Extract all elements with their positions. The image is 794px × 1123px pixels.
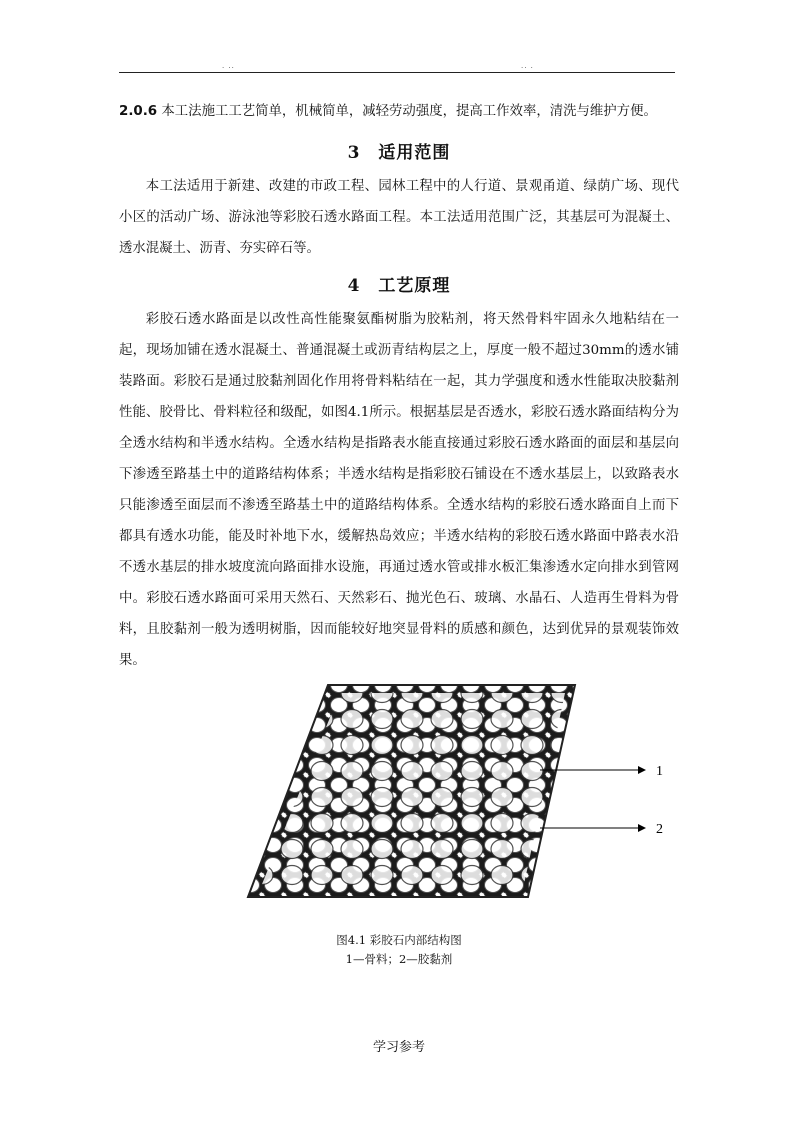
clause-text: 本工法施工工艺简单，机械简单，减轻劳动强度，提高工作效率，清洗与维护方便。 xyxy=(161,104,657,119)
footer-text: 学习参考 xyxy=(372,1040,425,1055)
section-3-paragraph: 本工法适用于新建、改建的市政工程、园林工程中的人行道、景观甬道、绿荫广场、现代小区的活动广场、游泳池等彩胶石透水路面工程。本工法适用范围广泛，其基层可为混凝土、透水混凝土、沥青、夯实碎石等。 xyxy=(119,179,679,256)
callout-1-arrow-icon xyxy=(638,766,646,774)
clause-2-0-6 xyxy=(119,96,679,127)
section-3-heading: 3 适用范围 xyxy=(347,143,451,163)
section-4-paragraph: 彩胶石透水路面是以改性高性能聚氨酯树脂为胶粘剂，将天然骨料牢固永久地粘结在一起，现场加铺在透水混凝土、普通混凝土或沥青结构层之上，厚度一般不超过30mm的透水铺装路面。彩胶石是通过胶黏剂固化作用将骨料粘结在一起，其力学强度和透水性能取决胶黏剂性能、胶骨比、骨料粒径和级配，如图4.1所示。根据基层是否透水，彩胶石透水路面结构分为全透水结构和半透水结构。全透水结构是指路表水能直接通过彩胶石透水路面的面层和基层向下渗透至路基土中的道路结构体系；半透水结构是指彩胶石铺设在不透水基层上，以致路表水只能渗透至面层而不渗透至路基土中的道路结构体系。全透水结构的彩胶石透水路面自上而下都具有透水功能，能及时补地下水，缓解热岛效应；半透水结构的彩胶石透水路面中路表水沿不透水基层的排水坡度流向路面排水设施，再通过透水管或排水板汇集渗透水定向排水到管网中。彩胶石透水路面可采用天然石、天然彩石、抛光色石、玻璃、水晶石、人造再生骨料为骨料，且胶黏剂一般为透明树脂，因而能较好地突显骨料的质感和颜色，达到优异的景观装饰效果。 xyxy=(119,312,679,668)
section-4-heading: 4 工艺原理 xyxy=(347,276,451,296)
callout-2-label: 2 xyxy=(656,822,663,837)
header-dots-right: .. . xyxy=(521,62,534,70)
figure-legend: 1—骨料；2—胶黏剂 xyxy=(345,952,453,966)
figure-caption: 图4.1 彩胶石内部结构图 xyxy=(336,933,462,947)
clause-number: 2.0.6 xyxy=(119,104,158,119)
header-dots-left: . .. xyxy=(222,62,235,70)
aggregate-structure-figure xyxy=(240,675,680,905)
aggregate-particles xyxy=(260,693,565,889)
header-rule xyxy=(119,72,675,73)
callout-2-arrow-icon xyxy=(638,824,646,832)
callout-1-label: 1 xyxy=(656,764,663,779)
